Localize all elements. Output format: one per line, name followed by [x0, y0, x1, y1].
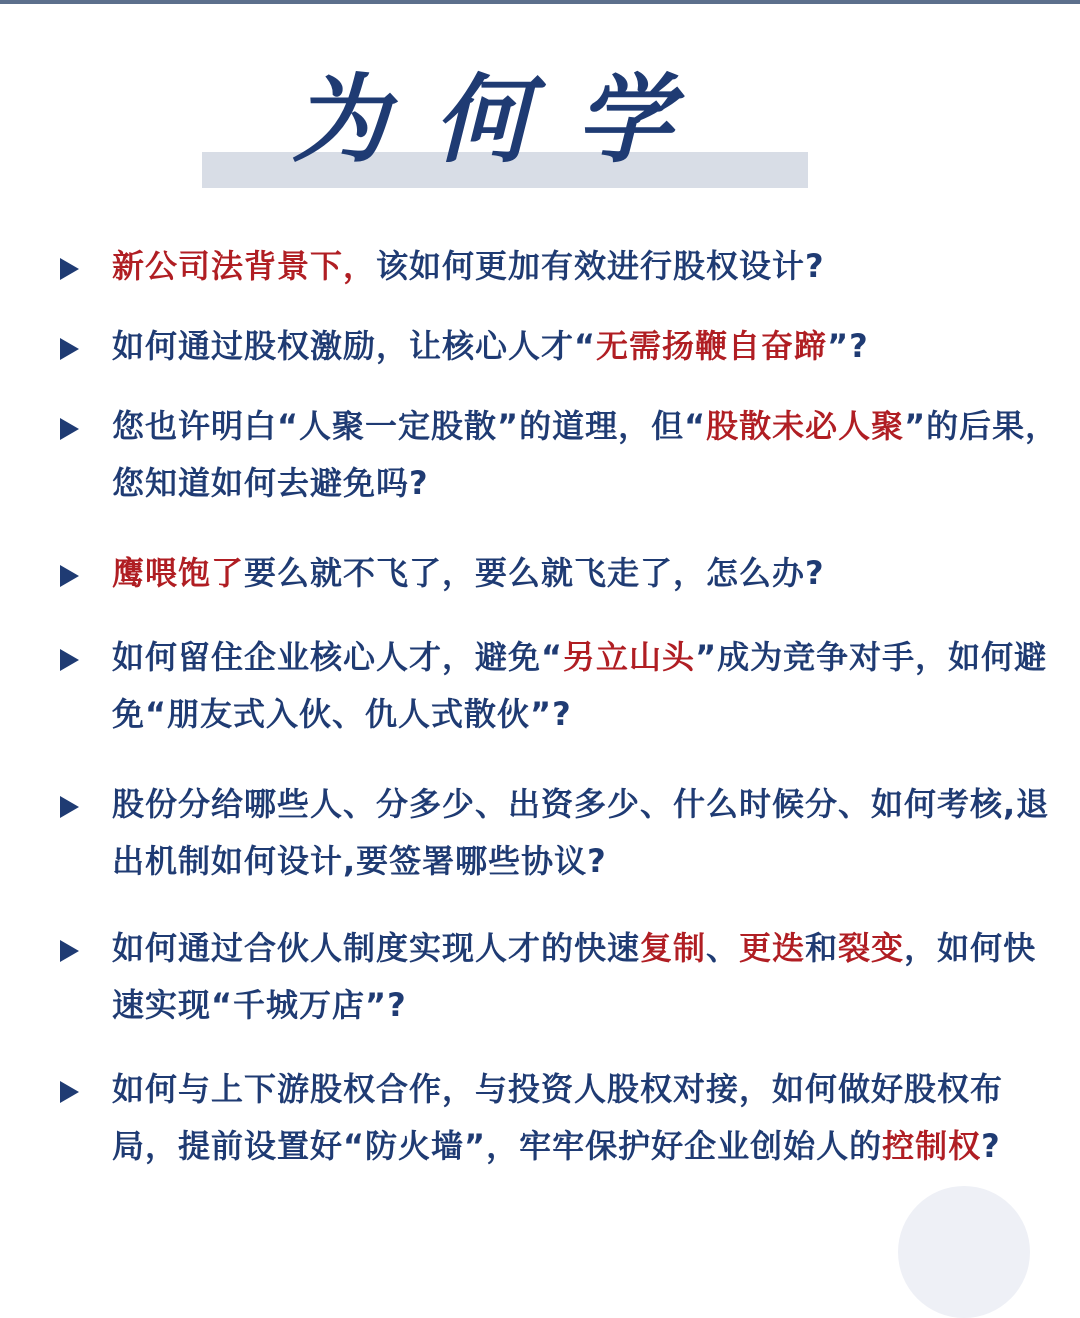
- segment-1: 如何留住企业核心人才，避免“: [112, 638, 564, 676]
- segment-3: ”?: [827, 327, 869, 365]
- triangle-bullet-icon: [60, 940, 79, 962]
- question-item-2: [58, 318, 1068, 375]
- top-border-line: [0, 0, 1080, 4]
- triangle-bullet-icon: [60, 1081, 79, 1103]
- question-list: [58, 238, 1068, 1175]
- segment-1: 新公司法背景下，: [112, 247, 377, 285]
- question-item-1: [58, 238, 1068, 295]
- question-item-5: [58, 629, 1068, 743]
- triangle-bullet-icon: [60, 565, 79, 587]
- question-item-6: [58, 776, 1068, 890]
- segment-3: ?: [981, 1127, 1001, 1165]
- segment-2: 该如何更加有效进行股权设计?: [376, 247, 825, 285]
- segment-1: 鹰喂饱了: [112, 554, 245, 592]
- question-item-4: [58, 545, 1068, 602]
- segment-2: 股散未必人聚: [706, 407, 905, 445]
- page-title: 为何学: [292, 64, 718, 176]
- segment-1: 如何通过股权激励，让核心人才“: [112, 327, 597, 365]
- segment-2: 另立山头: [563, 638, 696, 676]
- segment-4: 更迭: [739, 929, 806, 967]
- segment-3: ”成为竞争对手，如何避免“朋友式入伙、仇人式散伙”?: [112, 638, 1048, 733]
- triangle-bullet-icon: [60, 258, 79, 280]
- segment-2: 复制: [640, 929, 707, 967]
- triangle-bullet-icon: [60, 338, 79, 360]
- segment-6: 裂变: [838, 929, 905, 967]
- segment-3: ”的后果，您知道如何去避免吗?: [112, 407, 1059, 502]
- segment-7: ，如何快速实现“千城万店”?: [112, 929, 1037, 1024]
- segment-2: 控制权: [882, 1127, 982, 1165]
- segment-1: 您也许明白“人聚一定股散”的道理，但“: [112, 407, 707, 445]
- triangle-bullet-icon: [60, 649, 79, 671]
- segment-1: 如何通过合伙人制度实现人才的快速: [112, 929, 641, 967]
- segment-1: 如何与上下游股权合作，与投资人股权对接，如何做好股权布局，提前设置好“防火墙”，牢牢保护好企业创始人的: [112, 1070, 1004, 1165]
- triangle-bullet-icon: [60, 796, 79, 818]
- question-item-7: [58, 920, 1068, 1034]
- segment-2: 要么就不飞了，要么就飞走了，怎么办?: [244, 554, 825, 592]
- segment-2: 无需扬鞭自奋蹄: [596, 327, 828, 365]
- segment-3: 、: [706, 929, 740, 967]
- segment-1: 股份分给哪些人、分多少、出资多少、什么时候分、如何考核,退出机制如何设计,要签署哪些协议?: [112, 785, 1050, 880]
- triangle-bullet-icon: [60, 418, 79, 440]
- question-item-3: [58, 398, 1068, 512]
- question-item-8: [58, 1061, 1068, 1175]
- segment-5: 和: [805, 929, 839, 967]
- decorative-circle: [898, 1186, 1030, 1318]
